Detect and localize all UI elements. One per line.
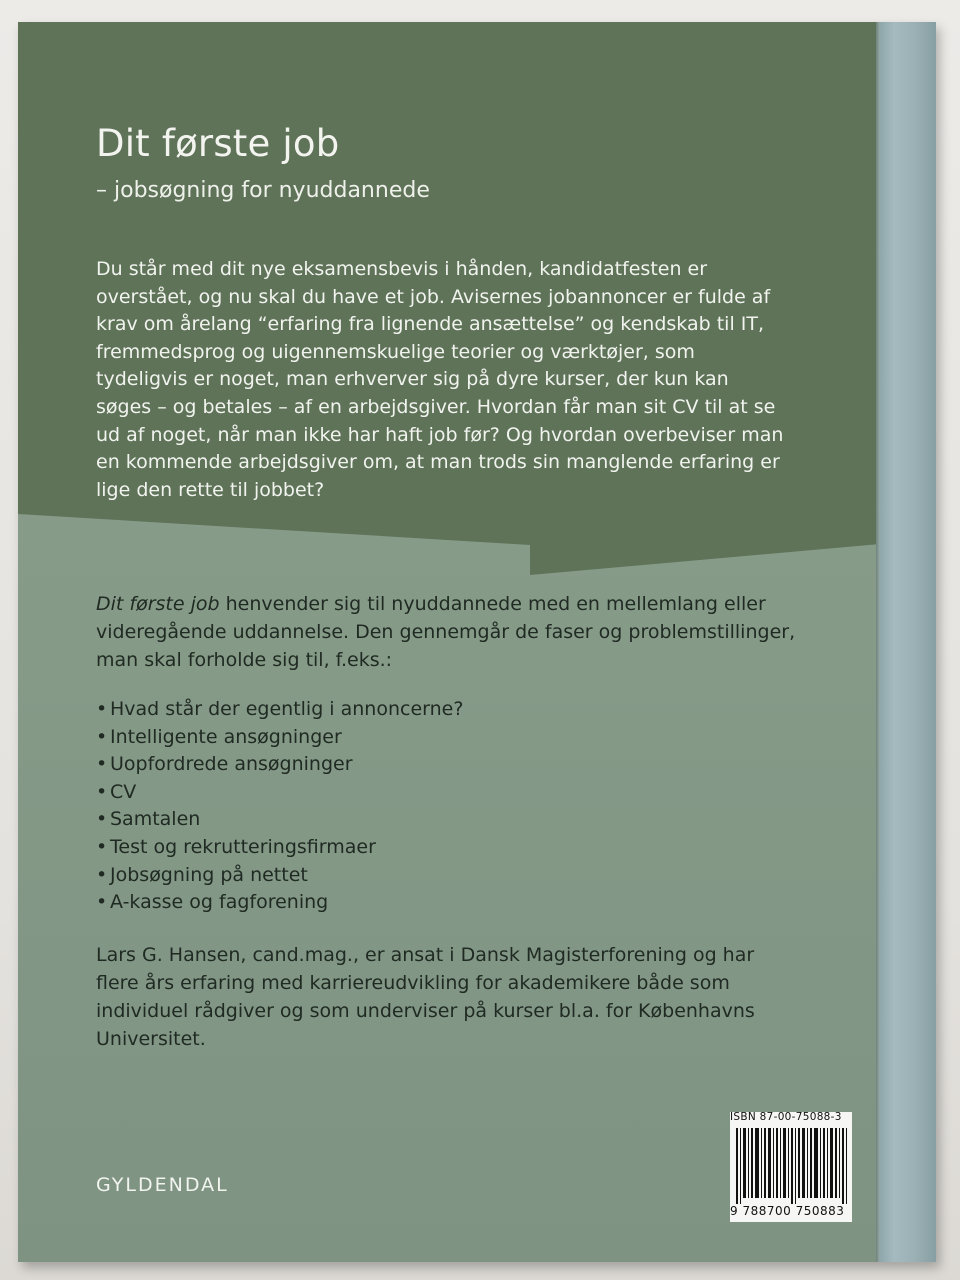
bullet-icon: • — [96, 753, 108, 776]
bullet-icon: • — [96, 698, 108, 720]
list-item: • A-kasse og fagforening — [96, 889, 796, 917]
list-item: • CV — [96, 779, 796, 807]
bullet-icon: • — [96, 891, 108, 914]
bullet-icon: • — [96, 780, 108, 803]
list-item: • Test og rekrutteringsfirmaer — [96, 834, 796, 862]
description-block — [96, 590, 796, 1053]
topic-list — [96, 696, 796, 917]
bullet-icon: • — [96, 725, 108, 748]
publisher-logo: GYLDENDAL — [96, 1174, 229, 1196]
bullet-icon: • — [96, 863, 108, 886]
list-item: • Uopfordrede ansøgninger — [96, 751, 796, 779]
lead-text: henvender sig til nyuddannede med en mellemlang eller videregående uddannelse. Den gennemgår de faser og problemstillinger, man skal forholde sig til, f.eks.: — [96, 593, 796, 671]
ean-number: 9 788700 750883 — [730, 1204, 845, 1218]
dark-green-panel — [18, 22, 880, 582]
cover-panel — [18, 22, 880, 1262]
bullet-icon: • — [96, 808, 108, 831]
book-title: Dit første job — [96, 122, 340, 165]
barcode-icon — [736, 1128, 850, 1204]
author-bio: Lars G. Hansen, cand.mag., er ansat i Dansk Magisterforening og har flere års erfaring med karriereudvikling for akademikere både som individuel rådgiver og som underviser på kurser bl.a. for Københavns Universitet. — [96, 943, 755, 1050]
list-item: • Samtalen — [96, 806, 796, 834]
bullet-icon: • — [96, 835, 108, 858]
intro-paragraph: Du står med dit nye eksamensbevis i hånden, kandidatfesten er overstået, og nu skal du have et job. Avisernes jobannoncer er fulde af krav om årelang “erfaring fra lignende ansættelse” og kendskab til IT, fremmedsprog og uigennemskuelige teorier og værktøjer, som tydeligvis er noget, man erhverver sig på dyre kurser, der kun kan søges – og betales – af en arbejdsgiver. Hvordan får man sit CV til at se ud af noget, når man ikke har haft job før? Og hvordan overbeviser man en kommende arbejdsgiver om, at man trods sin manglende erfaring er lige den rette til jobbet? — [96, 258, 784, 501]
list-item: • Intelligente ansøgninger — [96, 724, 796, 752]
isbn-text: ISBN 87-00-75088-3 — [730, 1111, 842, 1123]
lead-italic-title: Dit første job — [96, 593, 220, 615]
list-item: • Hvad står der egentlig i annoncerne? — [96, 696, 796, 724]
book-spine — [880, 22, 936, 1262]
list-item: • Jobsøgning på nettet — [96, 862, 796, 890]
book-subtitle: – jobsøgning for nyuddannede — [96, 178, 430, 203]
book-back-cover — [18, 22, 936, 1262]
lead-paragraph — [96, 590, 796, 674]
